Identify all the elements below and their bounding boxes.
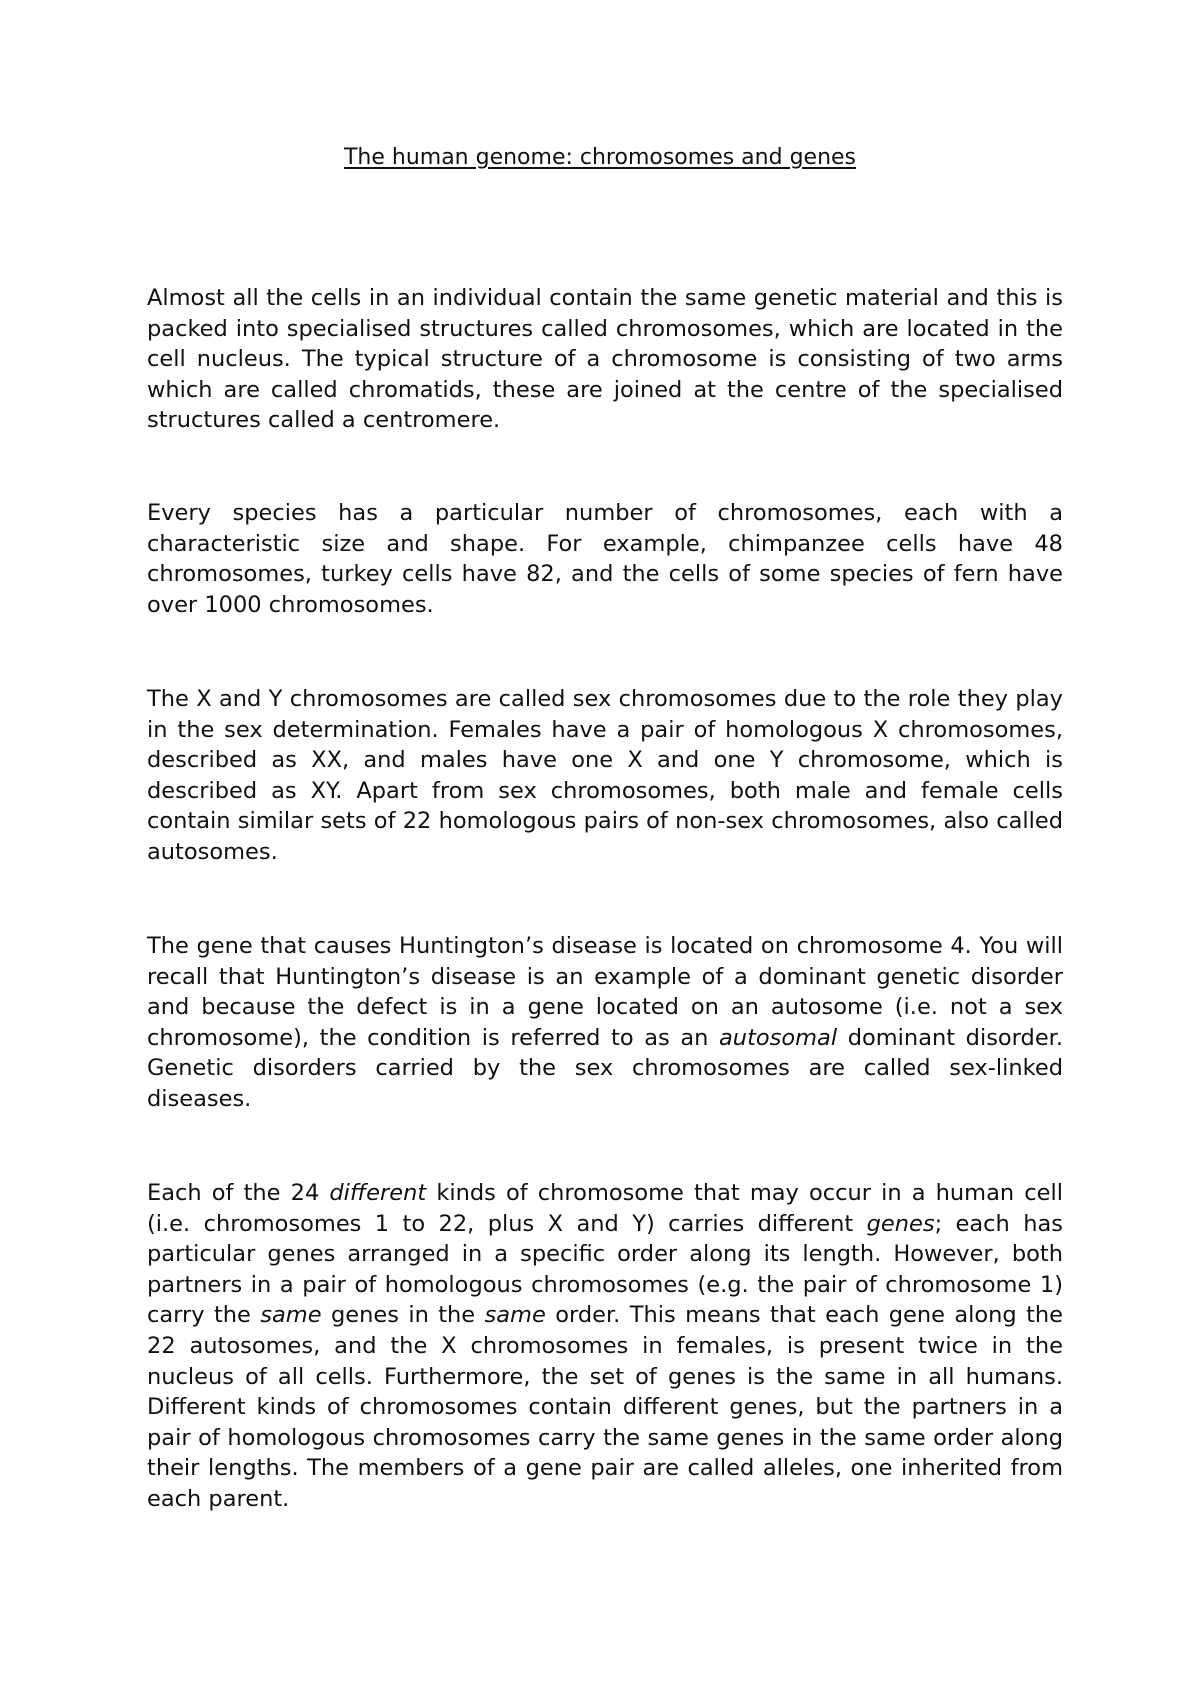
emphasis-autosomal: autosomal <box>719 1024 838 1051</box>
emphasis-different: different <box>329 1180 427 1206</box>
paragraph-species-chromosome-numbers <box>147 498 1063 620</box>
paragraph-sex-chromosomes <box>147 684 1063 868</box>
paragraph-text: order. This means that each gene along the 22 autosomes, and the X chromosomes in females, is present twice in the nucleus of all cells. Furthermore, the set of genes is the same in all humans. Different kinds of chromosomes contain different genes, but the partners in a pair of homologous chromosomes carry the same genes in the same order along their lengths. The members of a gene pair are called alleles, one inherited from each parent. <box>147 1302 1064 1512</box>
paragraph-chromosome-kinds-genes <box>147 1178 1063 1515</box>
paragraph-text: genes in the <box>321 1302 485 1329</box>
paragraph-text: Each of the 24 <box>147 1180 330 1206</box>
document-title: The human genome: chromosomes and genes <box>343 145 857 170</box>
emphasis-genes: genes <box>866 1210 935 1237</box>
paragraph-text: ; each has particular genes arranged in a specific order along its length. However, both partners in a pair of homologous chromosomes (e.g. the pair of chromosome 1) carry the <box>147 1210 1063 1329</box>
paragraph-text: kinds of chromosome that may occur in a human cell (i.e. chromosomes 1 to 22, plus X and Y) carries different <box>147 1180 1063 1237</box>
emphasis-same: same <box>484 1302 546 1329</box>
paragraph-text: dominant disorder. Genetic disorders carried by the sex chromosomes are called sex-linked diseases. <box>147 1024 1063 1112</box>
paragraph-text: The X and Y chromosomes are called sex chromosomes due to the role they play in the sex determination. Females have a pair of homologous X chromosomes, described as XX, and males have one X and one Y chromosome, which is described as XY. Apart from sex chromosomes, both male and female cells contain similar sets of 22 homologous pairs of non-sex chromosomes, also called autosomes. <box>147 686 1063 865</box>
paragraph-huntingtons-disease <box>147 931 1063 1115</box>
paragraph-text: Every species has a particular number of chromosomes, each with a characteristic size and shape. For example, chimpanzee cells have 48 chromosomes, turkey cells have 82, and the cells of some species of fern have over 1000 chromosomes. <box>147 500 1063 618</box>
paragraph-cells-chromosomes <box>147 283 1063 436</box>
paragraph-text: The gene that causes Huntington’s disease is located on chromosome 4. You will recall that Huntington’s disease is an example of a dominant genetic disorder and because the defect is in a gene located on an autosome (i.e. not a sex chromosome), the condition is referred to as an <box>147 933 1063 1051</box>
paragraph-text: Almost all the cells in an individual contain the same genetic material and this is packed into specialised structures called chromosomes, which are located in the cell nucleus. The typical structure of a chromosome is consisting of two arms which are called chromatids, these are joined at the centre of the specialised structures called a centromere. <box>147 285 1063 434</box>
emphasis-same: same <box>260 1302 322 1329</box>
